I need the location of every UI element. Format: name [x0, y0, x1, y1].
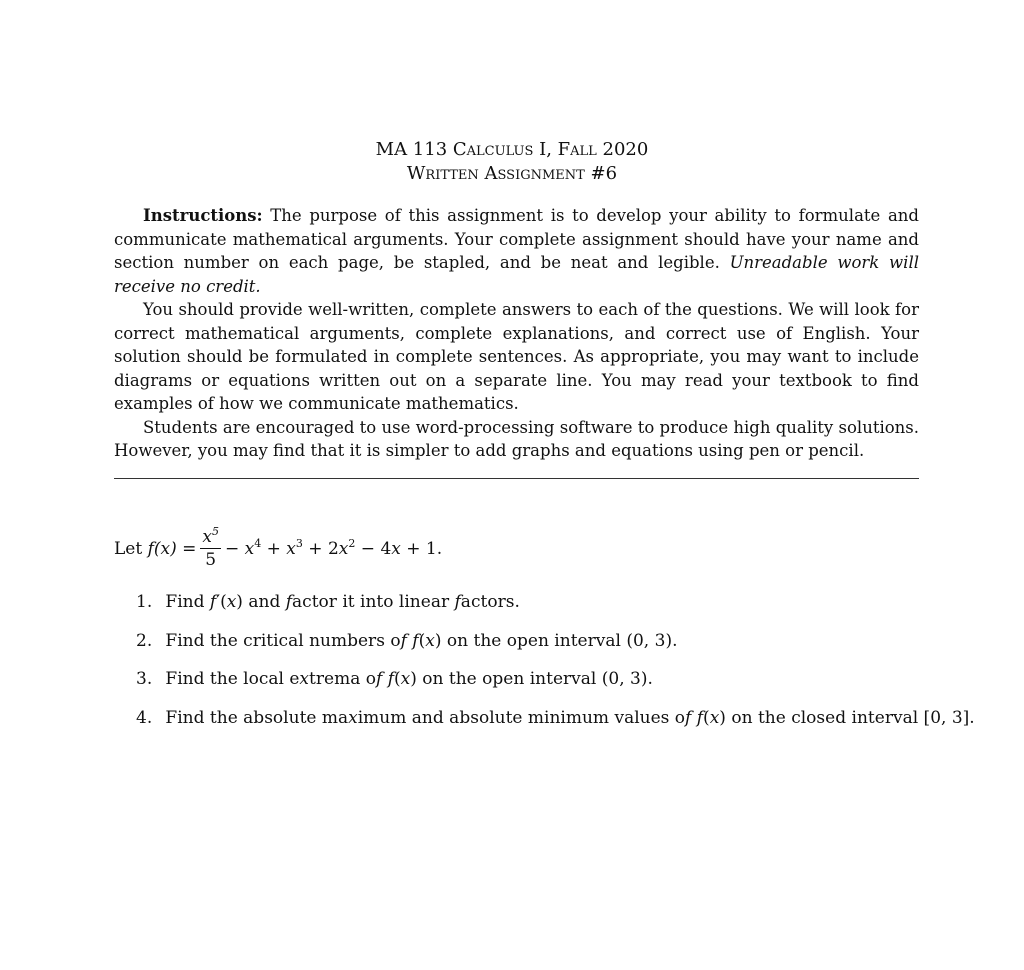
title-block	[0, 138, 1024, 186]
let-prefix: Let	[114, 538, 143, 559]
function-definition	[114, 526, 442, 571]
question-number: 4.	[136, 707, 153, 728]
question-number: 2.	[136, 630, 153, 651]
horizontal-divider	[114, 478, 919, 479]
question-item	[136, 706, 975, 745]
question-list	[136, 590, 975, 744]
fraction-numerator-text: $x^5$	[202, 525, 219, 547]
question-text: Find the absolute maximum and absolute minimum values of f(x) on the closed interval [0, 3].	[165, 707, 975, 728]
question-item	[136, 667, 936, 706]
fraction	[200, 526, 221, 571]
question-text: Find the critical numbers of f(x) on the open interval (0, 3).	[165, 630, 678, 651]
question-text: Find the local extrema of f(x) on the open interval (0, 3).	[165, 669, 653, 689]
question-item	[136, 590, 936, 629]
instructions-p1-text: The purpose of this assignment is to develop your ability to formulate and communicate mathematical arguments. Your complete assignment should have your name and section number on each page, be stapled, and be neat and legible.	[114, 206, 919, 272]
question-number: 3.	[136, 669, 153, 689]
instructions-p1-italic: Unreadable work will receive no credit.	[114, 253, 919, 296]
fraction-numerator	[200, 526, 221, 549]
instructions-paragraph-1	[114, 204, 919, 298]
instructions-paragraph-3: Students are encouraged to use word-processing software to produce high quality solutions. However, you may find that it is simpler to add graphs and equations using pen or pencil.	[114, 417, 919, 460]
question-number: 1.	[136, 592, 153, 612]
function-lhs: f(x) =	[147, 538, 197, 559]
instructions-section	[114, 204, 919, 463]
fraction-denominator: 5	[205, 550, 217, 570]
instructions-label: Instructions:	[143, 206, 263, 225]
question-item	[136, 629, 936, 668]
assignment-title: Written Assignment #6	[406, 163, 618, 184]
instructions-paragraph-2: You should provide well-written, complete answers to each of the questions. We will look for correct mathematical arguments, complete explanations, and correct use of English. Your solution should be formulated in complete sentences. As appropriate, you may want to include diagrams or equations written out on a separate line. You may read your textbook to find examples of how we communicate mathematics.	[114, 300, 919, 413]
function-rest: − $x^4 + x^3 + 2x^2 - 4x + 1$.	[224, 536, 443, 559]
course-title: MA 113 Calculus I, Fall 2020	[375, 139, 649, 160]
question-text: Find f′(x) and factor it into linear factors.	[165, 592, 520, 612]
